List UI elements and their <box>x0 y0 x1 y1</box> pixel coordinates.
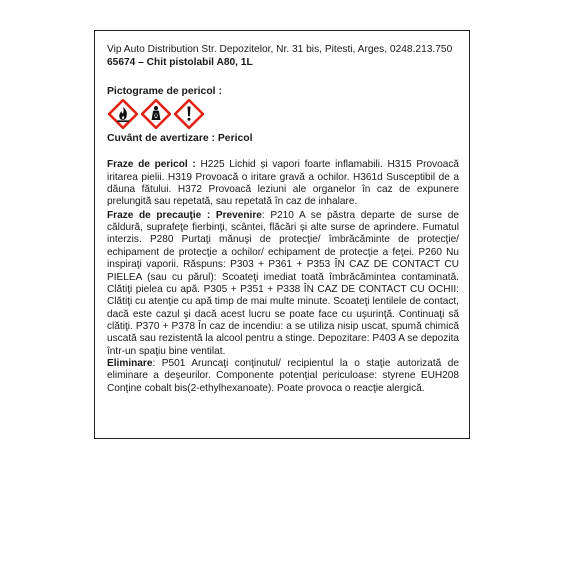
exclamation-icon <box>174 99 204 129</box>
health-hazard-icon <box>141 99 171 129</box>
company-line: Vip Auto Distribution Str. Depozitelor, Nr. 31 bis, Pitesti, Arges, 0248.213.750 <box>107 44 453 55</box>
elimination-text: : P501 Aruncaţi conţinutul/ recipientul la o staţie autorizată de eliminare a deşeurilor. Componente potenţial periculoase: styrene EUH208 Conţine cobalt bis(2-ethylhexanoate). Poate provoca o reacţie alergică. <box>107 357 459 394</box>
signal-word: Cuvânt de avertizare : Pericol <box>107 133 253 145</box>
precaution-text: : P210 A se păstra departe de surse de căldură, suprafeţe fierbinţi, scântei, flăcări și alte surse de aprindere. Fumatul interzis. P280 Purtaţi mănuşi de protecţie/ îmbrăcăminte de protecţie/ echipament de protecţie a ochilor/ echipament de protecţie a feţei. P260 Nu inspiraţi vaporii. Răspuns: P303 + P361 + P353 ÎN CAZ DE CONTACT CU PIELEA (sau cu părul): Scoateţi imediat toată îmbrăcămintea contaminată. Clătiţi pielea cu apă. P305 + P351 + P338 ÎN CAZ DE CONTACT CU OCHII: Clătiţi cu atenţie cu apă timp de mai multe minute. Scoateţi lentilele de contact, dacă este cazul şi dacă acest lucru se poate face cu uşurinţă. Continuaţi să clătiţi. P370 + P378 În caz de incendiu: a se utiliza nisip uscat, spumă chimică uscată sau rezistentă la alcool pentru a stinge. Depozitare: P403 A se depozita într-un spaţiu bine ventilat. <box>107 209 459 357</box>
product-label <box>94 30 470 439</box>
precautionary-statements <box>107 210 459 395</box>
hazard-statements <box>107 159 459 208</box>
elimination-label: Eliminare <box>107 357 153 369</box>
label-content <box>107 41 459 395</box>
precaution-label: Fraze de precauţie : Prevenire <box>107 209 262 221</box>
product-line: 65674 – Chit pistolabil A80, 1L <box>107 57 253 69</box>
hazard-label: Fraze de pericol : <box>107 159 196 171</box>
pictograms-title: Pictograme de pericol : <box>107 86 222 98</box>
hazard-text: H225 Lichid și vapori foarte inflamabili. H315 Provoacă iritarea pielii. H319 Provoacă o iritare gravă a ochilor. H361d Susceptibil de a dăuna fătului. H372 Provoacă leziuni ale organelor în caz de expunere prelungită sau repetată, sau repetată în caz de inhalare. <box>107 159 459 208</box>
flame-icon <box>108 99 138 129</box>
pictogram-row <box>108 99 459 129</box>
